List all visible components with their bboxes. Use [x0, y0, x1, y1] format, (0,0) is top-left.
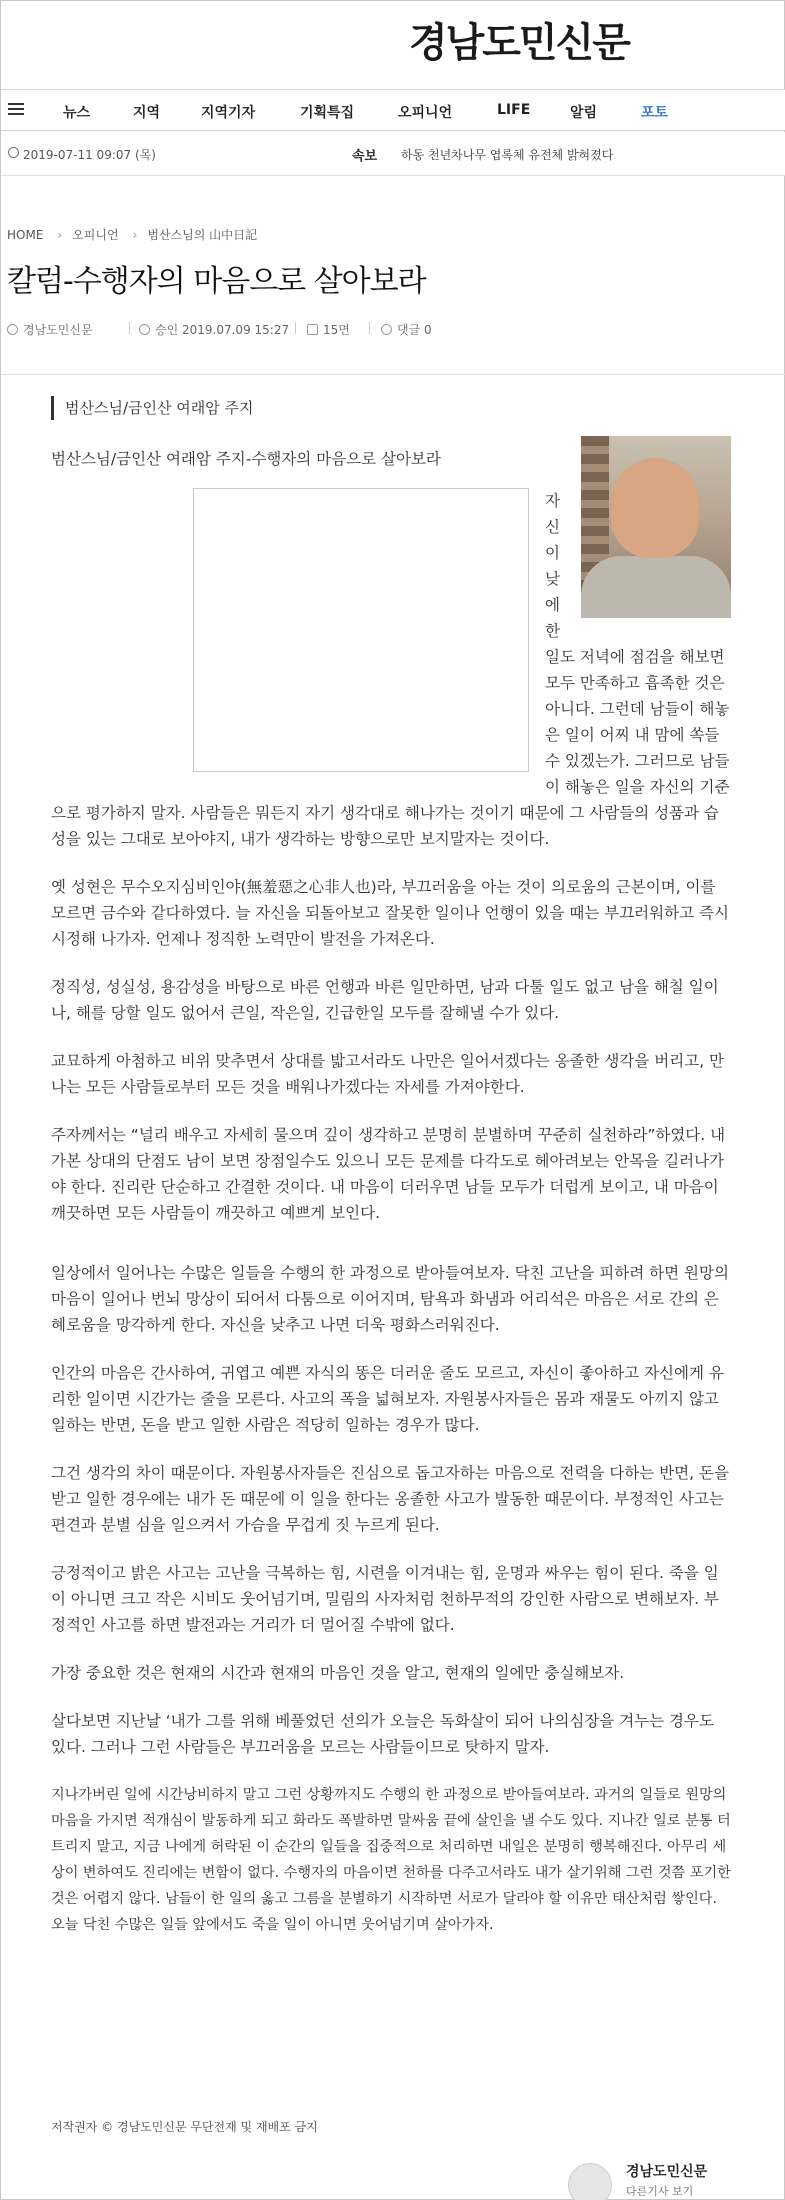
nav-item-special[interactable]: 기획특집: [300, 105, 355, 121]
current-date: 2019-07-11 09:07 (목): [23, 148, 156, 162]
approved-time: 승인 2019.07.09 15:27: [155, 323, 290, 337]
site-logo[interactable]: 경남도민신문: [409, 20, 629, 66]
nav-item-news[interactable]: 뉴스: [63, 105, 91, 121]
article-body: [51, 446, 731, 1938]
paragraph: 그건 생각의 차이 때문이다. 자원봉사자들은 진심으로 돕고자하는 마음으로 전력을 다하는 반면, 돈을 받고 일한 경우에는 내가 돈 때문에 이 일을 한다는 옹졸한 사고가 발동한 때문이다. 부정적인 사고는 편견과 분별 심을 일으켜서 가슴을 무겁게 짓 누르게 된다.: [51, 1464, 729, 1534]
nav-item-notice[interactable]: 알림: [570, 105, 598, 121]
breadcrumb-home[interactable]: HOME: [7, 228, 44, 242]
chevron-right-icon: ›: [132, 228, 138, 242]
breadcrumb: [7, 226, 261, 243]
user-icon: [7, 324, 18, 335]
clock-icon: [139, 324, 150, 335]
main-nav: [1, 89, 785, 131]
author-photo: [581, 436, 731, 618]
nav-item-photo[interactable]: 포토: [641, 105, 669, 121]
breaking-headline[interactable]: 하동 천년차나무 엽록체 유전체 밝혀졌다: [401, 148, 614, 162]
author-name[interactable]: 경남도민신문: [23, 323, 93, 337]
page-icon: [307, 324, 318, 335]
clock-icon: [8, 147, 19, 158]
paragraph: 옛 성현은 무수오지심비인야(無羞惡之心非人也)라, 부끄러움을 아는 것이 의로움의 근본이며, 이를 모르면 금수와 같다하였다. 늘 자신을 되돌아보고 잘못한 일이나 언행이 있을 때는 부끄러워하고 즉시 시정해 나가자. 언제나 정직한 노력만이 발전을 가져온다.: [51, 878, 729, 948]
paragraph: 정직성, 성실성, 용감성을 바탕으로 바른 언행과 바른 일만하면, 남과 다툴 일도 없고 남을 해칠 일이나, 해를 당할 일도 없어서 큰일, 작은일, 긴급한일 모두를 잘해낼 수가 있다.: [51, 978, 719, 1022]
paragraph: 인간의 마음은 간사하여, 귀엽고 예쁜 자식의 똥은 더러운 줄도 모르고, 자신이 좋아하고 자신에게 유리한 일이면 시간가는 줄을 모른다. 사고의 폭을 넓혀보자. 자원봉사자들은 몸과 재물도 아끼지 않고 일하는 반면, 돈을 받고 일한 사람은 적당히 일하는 경우가 많다.: [51, 1364, 724, 1434]
ad-placeholder[interactable]: [193, 488, 529, 772]
copyright-notice: 저작권자 © 경남도민신문 무단전재 및 재배포 금지: [51, 2120, 318, 2134]
news-ticker: [1, 132, 785, 176]
page-number: 15면: [323, 323, 350, 337]
paragraph: 일상에서 일어나는 수많은 일들을 수행의 한 과정으로 받아들여보자. 닥친 고난을 피하려 하면 원망의 마음이 일어나 번뇌 망상이 되어서 다툼으로 이어지며, 탐욕과 화냄과 어리석은 마음은 서로 간의 은혜로움을 망각하게 한다. 자신을 낮추고 나면 더욱 평화스러워진다.: [51, 1264, 729, 1334]
nav-item-region[interactable]: 지역: [133, 105, 161, 121]
lead-paragraph: 자신이 낮에 한일도 저녁에 점검을 해보면 모두 만족하고 흡족한 것은 아니다. 그런데 남들이 해놓은 일이 어찌 내 맘에 쏙들 수 있겠는가. 그러므로 남들이 해놓은 일을 자신의 기준으로 평가하지 말자. 사람들은 뭐든지 자기 생각대로 해나가는 것이기 때문에 그 사람들의 성품과 습성을 있는 그대로 보아야지, 내가 생각하는 방향으로만 보지말자는 것이다.: [51, 492, 730, 848]
avatar[interactable]: [568, 2163, 612, 2200]
comment-count[interactable]: 댓글 0: [397, 323, 432, 337]
paragraph: 가장 중요한 것은 현재의 시간과 현재의 마음인 것을 알고, 현재의 일에만 충실해보자.: [51, 1664, 625, 1682]
paragraph: 주자께서는 “널리 배우고 자세히 물으며 깊이 생각하고 분명히 분별하며 꾸준히 실천하라”하였다. 내가본 상대의 단점도 남이 보면 장점일수도 있으니 모든 문제를 다각도로 헤아려보는 안목을 길러나가야 한다. 진리란 단순하고 간결한 것이다. 내 마음이 더러우면 남들 모두가 더럽게 보이고, 내 마음이 깨끗하면 모든 사람들이 깨끗하고 예쁘게 보인다.: [51, 1126, 726, 1222]
paragraph: 살다보면 지난날 ‘내가 그를 위해 베풀었던 선의가 오늘은 독화살이 되어 나의심장을 겨누는 경우도 있다. 그러나 그런 사람들은 부끄러움을 모르는 사람들이므로 탓하지 말자.: [51, 1712, 714, 1756]
paragraph: 긍정적이고 밝은 사고는 고난을 극복하는 힘, 시련을 이겨내는 힘, 운명과 싸우는 힘이 된다. 죽을 일이 아니면 크고 작은 시비도 웃어넘기며, 밀림의 사자처럼 천하무적의 강인한 사람으로 변해보자. 부정적인 사고를 하면 발전과는 거리가 더 멀어질 수밖에 없다.: [51, 1564, 719, 1634]
nav-item-region-reporter[interactable]: 지역기자: [201, 105, 256, 121]
article-subtitle: 범산스님/금인산 여래암 주지: [51, 396, 253, 420]
breadcrumb-section[interactable]: 범산스님의 山中日記: [147, 228, 258, 242]
nav-item-opinion[interactable]: 오피니언: [398, 105, 453, 121]
author-card: [568, 2161, 768, 2200]
divider: [1, 374, 785, 375]
divider: [295, 322, 296, 334]
other-articles-link[interactable]: 다른기사 보기: [626, 2185, 694, 2198]
breaking-label: 속보: [352, 149, 378, 164]
last-paragraph: 지나가버린 일에 시간낭비하지 말고 그런 상황까지도 수행의 한 과정으로 받아들여보라. 과거의 일들로 원망의 마음을 가지면 적개심이 발동하게 되고 화라도 폭발하면 말싸움 끝에 살인을 낼 수도 있다. 지나간 일로 분통 터트리지 말고, 지금 나에게 허락된 이 순간의 일들을 집중적으로 처리하면 내일은 분명히 행복해진다. 아무리 세상이 변하여도 진리에는 변함이 없다. 수행자의 마음이면 천하를 다주고서라도 내가 살기위해 그런 것쯤 포기한 것은 어렵지 않다. 남들이 한 일의 옳고 그름을 분별하기 시작하면 서로가 달라야 할 이유만 태산처럼 쌓인다. 오늘 닥친 수많은 일들 앞에서도 죽을 일이 아니면 웃어넘기며 살아가자.: [51, 1787, 731, 1933]
breadcrumb-opinion[interactable]: 오피니언: [72, 228, 119, 242]
article-intro: 범산스님/금인산 여래암 주지-수행자의 마음으로 살아보라: [51, 450, 441, 468]
article-title: 칼럼-수행자의 마음으로 살아보라: [7, 264, 426, 299]
comment-icon: [381, 324, 392, 335]
divider: [369, 322, 370, 334]
nav-item-life[interactable]: LIFE: [497, 102, 531, 118]
hamburger-menu-icon[interactable]: [8, 100, 24, 116]
author-card-name: 경남도민신문: [626, 2164, 708, 2180]
chevron-right-icon: ›: [57, 228, 63, 242]
divider: [129, 322, 130, 334]
paragraph: 교묘하게 아첨하고 비위 맞추면서 상대를 밟고서라도 나만은 일어서겠다는 옹졸한 생각을 버리고, 만나는 모든 사람들로부터 모든 것을 배워나가겠다는 자세를 가져야한다.: [51, 1052, 725, 1096]
